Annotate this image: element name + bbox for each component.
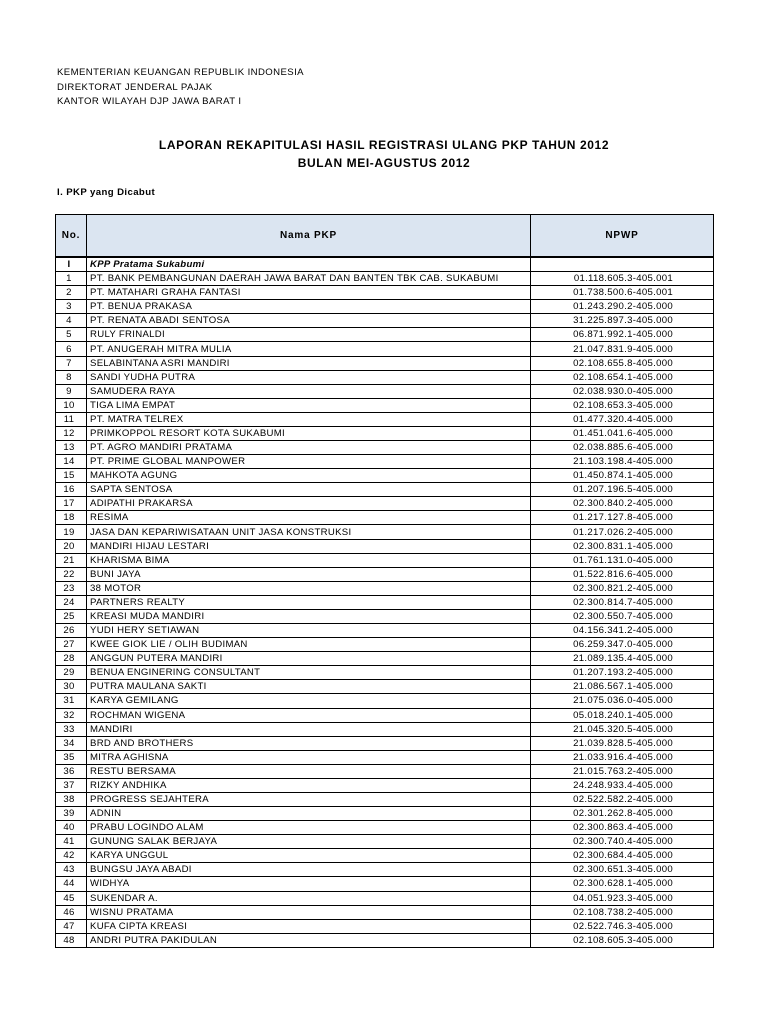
row-name: KHARISMA BIMA [87,553,531,567]
row-no: 42 [56,849,87,863]
table-row [56,483,714,497]
row-npwp: 31.225.897.3-405.000 [531,314,714,328]
table-row [56,877,714,891]
row-npwp: 21.075.036.0-405.000 [531,694,714,708]
table-row [56,666,714,680]
row-name: PARTNERS REALTY [87,595,531,609]
row-name: TIGA LIMA EMPAT [87,398,531,412]
row-name: PT. BENUA PRAKASA [87,300,531,314]
row-no: 45 [56,891,87,905]
row-npwp: 01.217.026.2-405.000 [531,525,714,539]
row-npwp: 02.522.582.2-405.000 [531,792,714,806]
table-row [56,539,714,553]
row-npwp: 21.103.198.4-405.000 [531,455,714,469]
row-name: RIZKY ANDHIKA [87,778,531,792]
row-name: PT. RENATA ABADI SENTOSA [87,314,531,328]
row-npwp: 02.300.863.4-405.000 [531,821,714,835]
row-name: BRD AND BROTHERS [87,736,531,750]
table-row [56,919,714,933]
table-row [56,384,714,398]
table-row [56,328,714,342]
row-npwp: 01.451.041.6-405.000 [531,426,714,440]
row-npwp: 24.248.933.4-405.000 [531,778,714,792]
table-row [56,694,714,708]
row-npwp: 01.738.500.6-405.001 [531,286,714,300]
row-name: ADNIN [87,807,531,821]
row-name: ANDRI PUTRA PAKIDULAN [87,933,531,947]
row-npwp: 01.207.193.2-405.000 [531,666,714,680]
table-row [56,286,714,300]
table-row [56,398,714,412]
table-row [56,497,714,511]
row-npwp: 02.300.840.2-405.000 [531,497,714,511]
row-npwp: 21.089.135.4-405.000 [531,652,714,666]
group-no: I [56,257,87,272]
row-name: ROCHMAN WIGENA [87,708,531,722]
row-npwp: 05.018.240.1-405.000 [531,708,714,722]
row-no: 39 [56,807,87,821]
table-row [56,342,714,356]
row-npwp: 02.300.628.1-405.000 [531,877,714,891]
row-name: KREASI MUDA MANDIRI [87,609,531,623]
table-row [56,455,714,469]
row-no: 32 [56,708,87,722]
group-row [56,257,714,272]
table-row [56,525,714,539]
row-name: SELABINTANA ASRI MANDIRI [87,356,531,370]
row-no: 18 [56,511,87,525]
org-line-regional-office: KANTOR WILAYAH DJP JAWA BARAT I [57,96,242,107]
table-row [56,609,714,623]
row-name: PROGRESS SEJAHTERA [87,792,531,806]
table-row [56,511,714,525]
row-no: 48 [56,933,87,947]
table-row [56,652,714,666]
table-row [56,764,714,778]
row-no: 15 [56,469,87,483]
table-row [56,863,714,877]
row-no: 10 [56,398,87,412]
row-name: ADIPATHI PRAKARSA [87,497,531,511]
row-no: 23 [56,581,87,595]
row-no: 13 [56,441,87,455]
row-npwp: 02.108.605.3-405.000 [531,933,714,947]
row-name: WIDHYA [87,877,531,891]
row-name: MANDIRI HIJAU LESTARI [87,539,531,553]
row-npwp: 02.108.738.2-405.000 [531,905,714,919]
row-npwp: 02.108.654.1-405.000 [531,370,714,384]
row-no: 38 [56,792,87,806]
row-npwp: 21.086.567.1-405.000 [531,680,714,694]
table-row [56,849,714,863]
row-npwp: 04.051.923.3-405.000 [531,891,714,905]
row-name: GUNUNG SALAK BERJAYA [87,835,531,849]
row-no: 11 [56,412,87,426]
row-name: SAPTA SENTOSA [87,483,531,497]
row-no: 44 [56,877,87,891]
row-npwp: 01.243.290.2-405.000 [531,300,714,314]
row-npwp: 01.207.196.5-405.000 [531,483,714,497]
row-name: BUNGSU JAYA ABADI [87,863,531,877]
row-no: 4 [56,314,87,328]
row-no: 17 [56,497,87,511]
table-row [56,469,714,483]
row-no: 40 [56,821,87,835]
org-header [57,66,304,110]
row-npwp: 02.300.814.7-405.000 [531,595,714,609]
row-npwp: 01.761.131.0-405.000 [531,553,714,567]
row-no: 8 [56,370,87,384]
row-npwp: 06.871.992.1-405.000 [531,328,714,342]
row-name: SAMUDERA RAYA [87,384,531,398]
row-no: 19 [56,525,87,539]
table-row [56,441,714,455]
row-npwp: 02.300.821.2-405.000 [531,581,714,595]
row-npwp: 21.047.831.9-405.000 [531,342,714,356]
row-npwp: 06.259.347.0-405.000 [531,638,714,652]
row-npwp: 01.217.127.8-405.000 [531,511,714,525]
table-row [56,891,714,905]
row-npwp: 02.300.684.4-405.000 [531,849,714,863]
org-line-ministry: KEMENTERIAN KEUANGAN REPUBLIK INDONESIA [57,67,304,78]
row-name: BENUA ENGINERING CONSULTANT [87,666,531,680]
table-row [56,300,714,314]
table-row [56,412,714,426]
row-no: 41 [56,835,87,849]
row-name: PT. AGRO MANDIRI PRATAMA [87,441,531,455]
row-name: WISNU PRATAMA [87,905,531,919]
column-header-name: Nama PKP [87,215,531,258]
table-row [56,680,714,694]
row-npwp: 21.045.320.5-405.000 [531,722,714,736]
table-row [56,581,714,595]
row-name: PRABU LOGINDO ALAM [87,821,531,835]
row-name: MAHKOTA AGUNG [87,469,531,483]
group-name: KPP Pratama Sukabumi [87,257,531,272]
row-name: RESTU BERSAMA [87,764,531,778]
table-row [56,426,714,440]
row-name: MITRA AGHISNA [87,750,531,764]
table-row [56,736,714,750]
row-name: SANDI YUDHA PUTRA [87,370,531,384]
row-no: 27 [56,638,87,652]
row-name: PT. ANUGERAH MITRA MULIA [87,342,531,356]
row-npwp: 02.038.930.0-405.000 [531,384,714,398]
row-no: 21 [56,553,87,567]
report-title [0,137,768,172]
row-no: 6 [56,342,87,356]
row-no: 34 [56,736,87,750]
row-no: 30 [56,680,87,694]
table-row [56,553,714,567]
row-name: SUKENDAR A. [87,891,531,905]
row-no: 43 [56,863,87,877]
table-row [56,807,714,821]
table-row [56,792,714,806]
row-npwp: 21.039.828.5-405.000 [531,736,714,750]
table-row [56,567,714,581]
table-row [56,722,714,736]
row-npwp: 04.156.341.2-405.000 [531,624,714,638]
row-npwp: 02.522.746.3-405.000 [531,919,714,933]
row-no: 46 [56,905,87,919]
row-npwp: 21.015.763.2-405.000 [531,764,714,778]
table-row [56,835,714,849]
report-title-line1: LAPORAN REKAPITULASI HASIL REGISTRASI ULANG PKP TAHUN 2012 [158,138,610,152]
table-row [56,821,714,835]
row-name: KARYA UNGGUL [87,849,531,863]
row-name: PT. PRIME GLOBAL MANPOWER [87,455,531,469]
row-npwp: 01.450.874.1-405.000 [531,469,714,483]
row-name: PT. BANK PEMBANGUNAN DAERAH JAWA BARAT DAN BANTEN TBK CAB. SUKABUMI [87,272,531,286]
row-no: 2 [56,286,87,300]
pkp-table [55,214,714,948]
row-no: 16 [56,483,87,497]
row-npwp: 02.108.655.8-405.000 [531,356,714,370]
table-row [56,933,714,947]
row-no: 25 [56,609,87,623]
report-title-line2: BULAN MEI-AGUSTUS 2012 [297,155,471,170]
row-name: KWEE GIOK LIE / OLIH BUDIMAN [87,638,531,652]
row-no: 12 [56,426,87,440]
row-name: PT. MATRA TELREX [87,412,531,426]
row-no: 20 [56,539,87,553]
row-no: 28 [56,652,87,666]
row-no: 22 [56,567,87,581]
row-npwp: 02.038.885.6-405.000 [531,441,714,455]
row-npwp: 02.300.831.1-405.000 [531,539,714,553]
table-header-row [56,215,714,258]
row-name: RULY FRINALDI [87,328,531,342]
row-npwp: 02.300.740.4-405.000 [531,835,714,849]
row-no: 37 [56,778,87,792]
row-name: KUFA CIPTA KREASI [87,919,531,933]
row-npwp: 02.108.653.3-405.000 [531,398,714,412]
row-name: ANGGUN PUTERA MANDIRI [87,652,531,666]
row-name: RESIMA [87,511,531,525]
row-no: 29 [56,666,87,680]
row-name: YUDI HERY SETIAWAN [87,624,531,638]
row-name: PT. MATAHARI GRAHA FANTASI [87,286,531,300]
row-no: 7 [56,356,87,370]
row-no: 31 [56,694,87,708]
row-no: 26 [56,624,87,638]
row-no: 14 [56,455,87,469]
row-no: 33 [56,722,87,736]
section-label: I. PKP yang Dicabut [57,187,156,198]
table-row [56,750,714,764]
row-no: 1 [56,272,87,286]
row-name: 38 MOTOR [87,581,531,595]
row-npwp: 01.118.605.3-405.001 [531,272,714,286]
row-no: 24 [56,595,87,609]
table-row [56,595,714,609]
row-no: 47 [56,919,87,933]
row-npwp: 01.477.320.4-405.000 [531,412,714,426]
column-header-no: No. [56,215,87,258]
row-name: BUNI JAYA [87,567,531,581]
row-name: PUTRA MAULANA SAKTI [87,680,531,694]
row-no: 3 [56,300,87,314]
row-npwp: 02.300.651.3-405.000 [531,863,714,877]
row-name: JASA DAN KEPARIWISATAAN UNIT JASA KONSTRUKSI [87,525,531,539]
row-no: 5 [56,328,87,342]
table-row [56,272,714,286]
row-npwp: 02.301.262.8-405.000 [531,807,714,821]
row-no: 36 [56,764,87,778]
table-row [56,370,714,384]
row-name: KARYA GEMILANG [87,694,531,708]
table-row [56,638,714,652]
row-no: 35 [56,750,87,764]
row-name: MANDIRI [87,722,531,736]
column-header-npwp: NPWP [531,215,714,258]
row-npwp: 02.300.550.7-405.000 [531,609,714,623]
row-name: PRIMKOPPOL RESORT KOTA SUKABUMI [87,426,531,440]
row-npwp: 01.522.816.6-405.000 [531,567,714,581]
org-line-directorate: DIREKTORAT JENDERAL PAJAK [57,81,213,93]
table-row [56,624,714,638]
table-row [56,314,714,328]
table-row [56,356,714,370]
row-npwp: 21.033.916.4-405.000 [531,750,714,764]
table-row [56,708,714,722]
row-no: 9 [56,384,87,398]
table-row [56,905,714,919]
group-npwp [531,257,714,272]
table-row [56,778,714,792]
